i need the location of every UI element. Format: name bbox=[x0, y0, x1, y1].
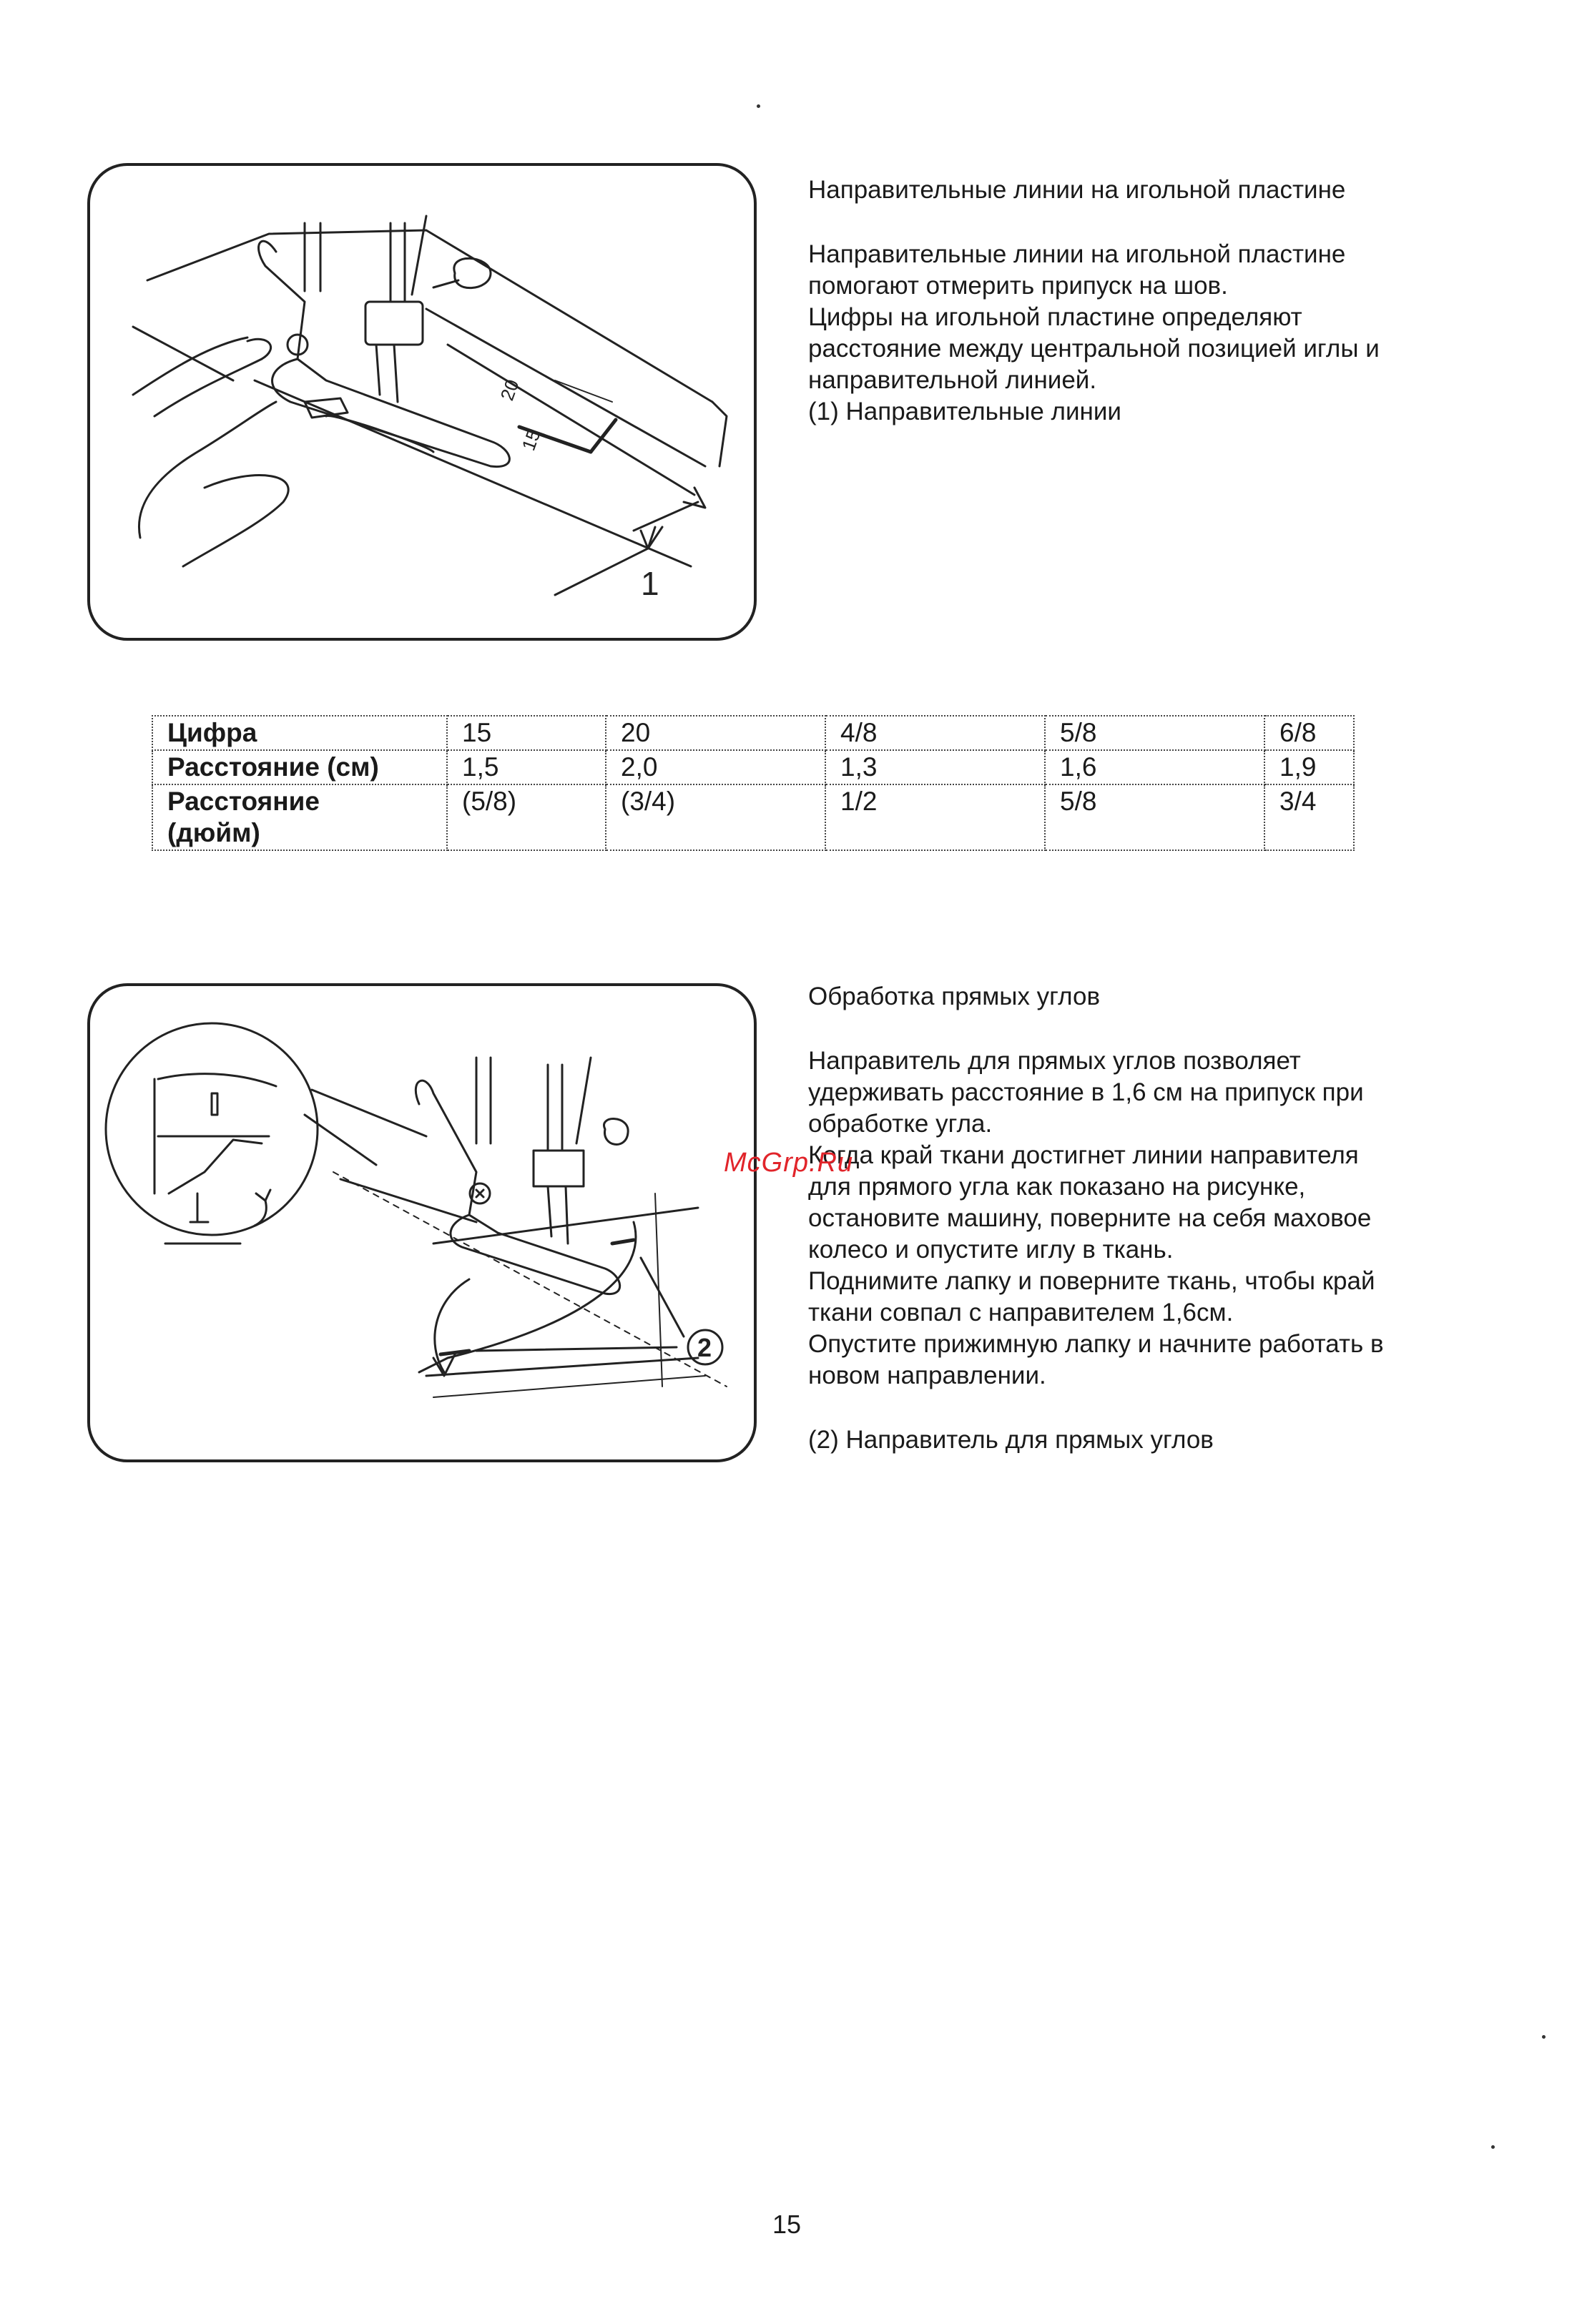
table-cell: 6/8 bbox=[1264, 716, 1354, 750]
table-cell: 1,9 bbox=[1264, 750, 1354, 784]
table-cell: 4/8 bbox=[825, 716, 1045, 750]
table-cell: 5/8 bbox=[1045, 784, 1264, 850]
table-cell: 1/2 bbox=[825, 784, 1045, 850]
table-cell: 3/4 bbox=[1264, 784, 1354, 850]
table-cell: 2,0 bbox=[606, 750, 825, 784]
figure-caption: (2) Направитель для прямых углов bbox=[808, 1426, 1214, 1454]
body-line: расстояние между центральной позицией иглы и bbox=[808, 335, 1380, 363]
body-line: удерживать расстояние в 1,6 см на припуск при bbox=[808, 1078, 1364, 1106]
body-line: обработке угла. bbox=[808, 1110, 993, 1138]
table-cell: 20 bbox=[606, 716, 825, 750]
table-row bbox=[152, 750, 1354, 784]
row-header-line: (дюйм) bbox=[167, 818, 260, 847]
table-row bbox=[152, 784, 1354, 850]
plate-label-15: 15 bbox=[517, 426, 545, 454]
row-header-line: Расстояние bbox=[167, 787, 320, 816]
row-header: Расстояние (см) bbox=[152, 750, 447, 784]
body-line: направительной линией. bbox=[808, 366, 1097, 394]
illustration-corner-guide bbox=[90, 986, 754, 1459]
table-cell: 1,6 bbox=[1045, 750, 1264, 784]
table-row bbox=[152, 716, 1354, 750]
figure-caption: (1) Направительные линии bbox=[808, 398, 1121, 425]
table-cell: 15 bbox=[447, 716, 606, 750]
callout-number-1: 1 bbox=[641, 565, 659, 602]
distance-table bbox=[152, 715, 1355, 851]
body-line: остановите машину, поверните на себя маховое bbox=[808, 1204, 1372, 1232]
section-heading: Направительные линии на игольной пластине bbox=[808, 176, 1346, 204]
body-line: помогают отмерить припуск на шов. bbox=[808, 272, 1228, 300]
body-line: Цифры на игольной пластине определяют bbox=[808, 303, 1302, 331]
body-line: ткани совпал с направителем 1,6см. bbox=[808, 1299, 1234, 1326]
body-line: новом направлении. bbox=[808, 1362, 1046, 1389]
table-cell: 1,3 bbox=[825, 750, 1045, 784]
body-line: Опустите прижимную лапку и начните работать в bbox=[808, 1330, 1384, 1358]
body-line: Когда край ткани достигнет линии направителя bbox=[808, 1141, 1359, 1169]
scan-speck bbox=[1542, 2035, 1546, 2039]
section-corner-text bbox=[808, 981, 1552, 1456]
row-header: Цифра bbox=[152, 716, 447, 750]
watermark: McGrp.Ru bbox=[724, 1148, 854, 1178]
table-cell: 5/8 bbox=[1045, 716, 1264, 750]
body-line: Направитель для прямых углов позволяет bbox=[808, 1047, 1301, 1075]
plate-label-20: 20 bbox=[496, 376, 524, 404]
body-line: для прямого угла как показано на рисунке, bbox=[808, 1173, 1306, 1201]
callout-number-2: 2 bbox=[697, 1333, 712, 1362]
table-cell: (3/4) bbox=[606, 784, 825, 850]
section-guide-lines-text bbox=[808, 174, 1523, 428]
table-cell: (5/8) bbox=[447, 784, 606, 850]
section-heading: Обработка прямых углов bbox=[808, 983, 1101, 1010]
figure-guide-lines bbox=[87, 163, 757, 641]
body-line: Направительные линии на игольной пластине bbox=[808, 240, 1346, 268]
table-cell: 1,5 bbox=[447, 750, 606, 784]
scan-speck bbox=[1491, 2145, 1495, 2149]
row-header bbox=[152, 784, 447, 850]
scan-speck bbox=[757, 104, 760, 108]
page-number: 15 bbox=[772, 2210, 802, 2239]
illustration-presser-foot-guide-lines bbox=[90, 166, 754, 638]
body-line: Поднимите лапку и поверните ткань, чтобы край bbox=[808, 1267, 1375, 1295]
figure-corner-guide bbox=[87, 983, 757, 1462]
body-line: колесо и опустите иглу в ткань. bbox=[808, 1236, 1174, 1264]
